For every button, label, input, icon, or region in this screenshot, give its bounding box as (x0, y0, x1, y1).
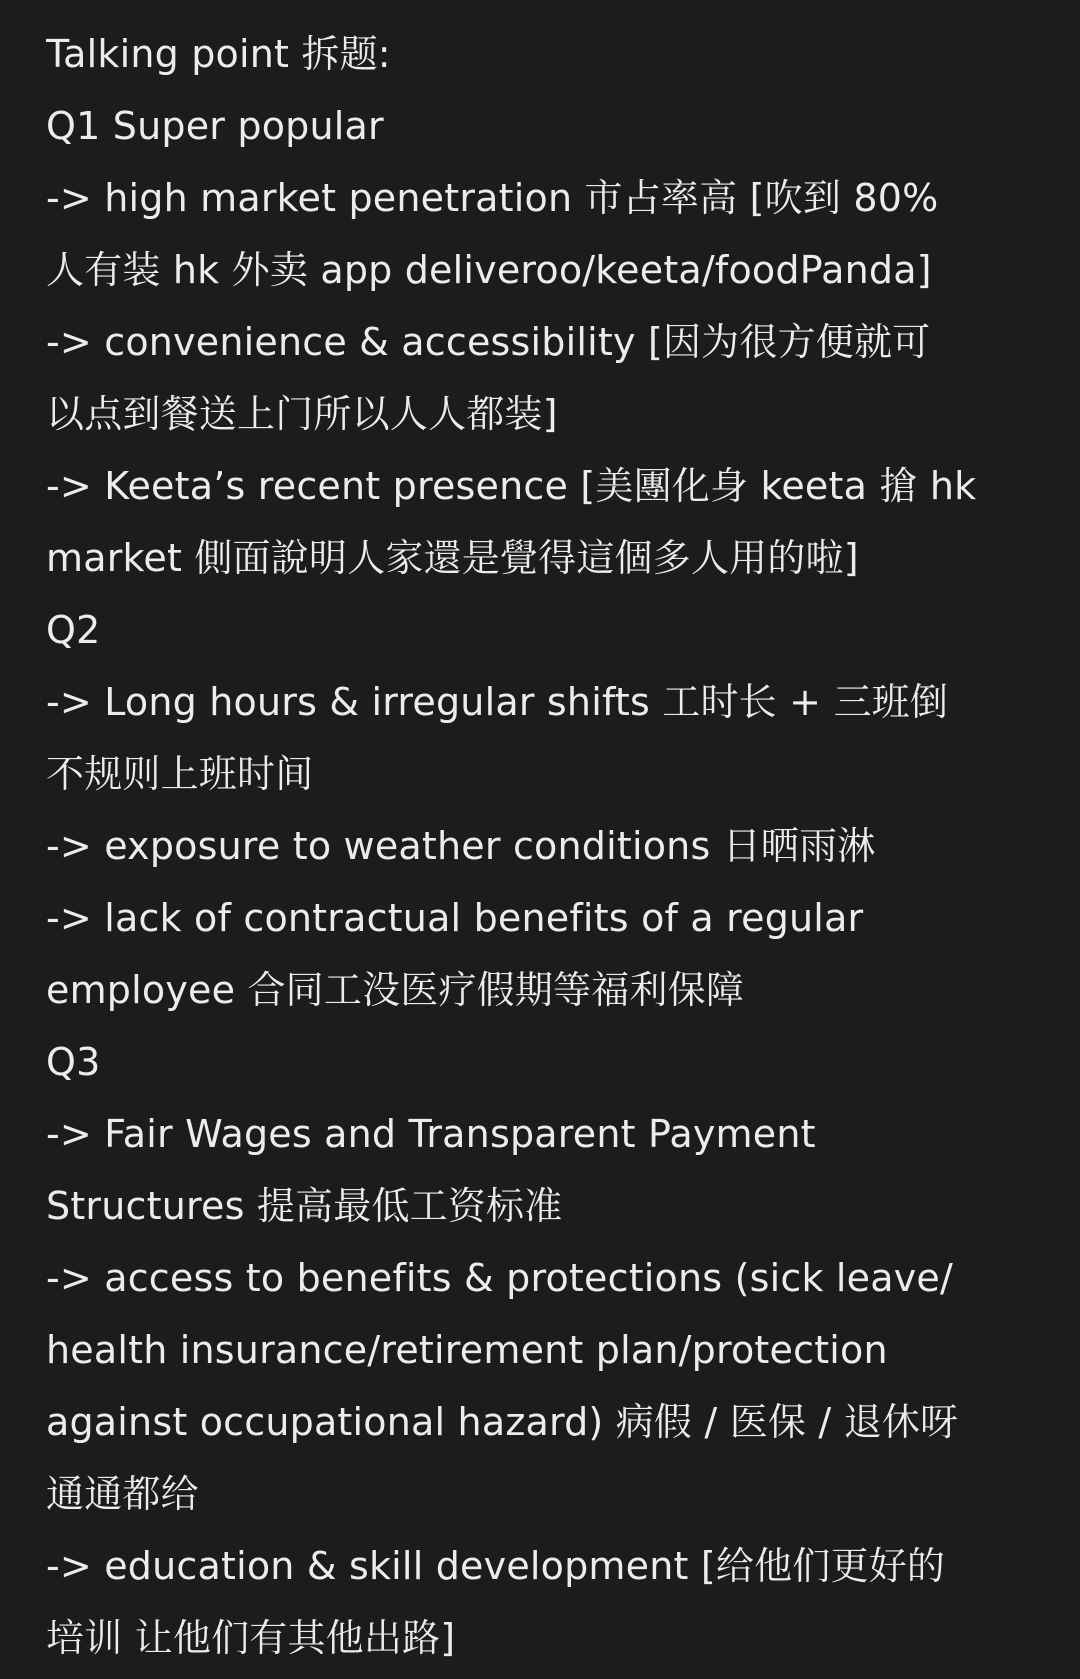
note-line: health insurance/retirement plan/protection (46, 1328, 888, 1372)
note-line: 以点到餐送上门所以人人都装] (46, 392, 558, 436)
note-line-q3-heading: Q3 (46, 1040, 101, 1084)
note-line: -> convenience & accessibility [因为很方便就可 (46, 320, 931, 364)
note-line: -> Fair Wages and Transparent Payment (46, 1112, 816, 1156)
note-line: 人有装 hk 外卖 app deliveroo/keeta/foodPanda] (46, 248, 932, 292)
note-line: -> access to benefits & protections (sick leave/ (46, 1256, 954, 1300)
note-line: -> Long hours & irregular shifts 工时长 + 三班倒 (46, 680, 949, 724)
note-line: 不规则上班时间 (46, 752, 314, 796)
note-line: 通通都给 (46, 1472, 199, 1516)
note-line: -> exposure to weather conditions 日晒雨淋 (46, 824, 876, 868)
note-line: employee 合同工没医疗假期等福利保障 (46, 968, 745, 1012)
note-title-line: Talking point 拆题: (46, 32, 391, 76)
note-line: -> high market penetration 市占率高 [吹到 80% (46, 176, 939, 220)
note-line: market 側面說明人家還是覺得這個多人用的啦] (46, 536, 859, 580)
note-line: -> Keeta’s recent presence [美團化身 keeta 搶 hk (46, 464, 977, 508)
note-line: Structures 提高最低工资标准 (46, 1184, 563, 1228)
note-line-q2-heading: Q2 (46, 608, 101, 652)
note-line-q1-heading: Q1 Super popular (46, 104, 384, 148)
note-line: 培训 让他们有其他出路] (46, 1616, 456, 1660)
note-line: -> lack of contractual benefits of a regular (46, 896, 864, 940)
note-line: -> education & skill development [给他们更好的 (46, 1544, 946, 1588)
note-line: against occupational hazard) 病假 / 医保 / 退休呀 (46, 1400, 959, 1444)
